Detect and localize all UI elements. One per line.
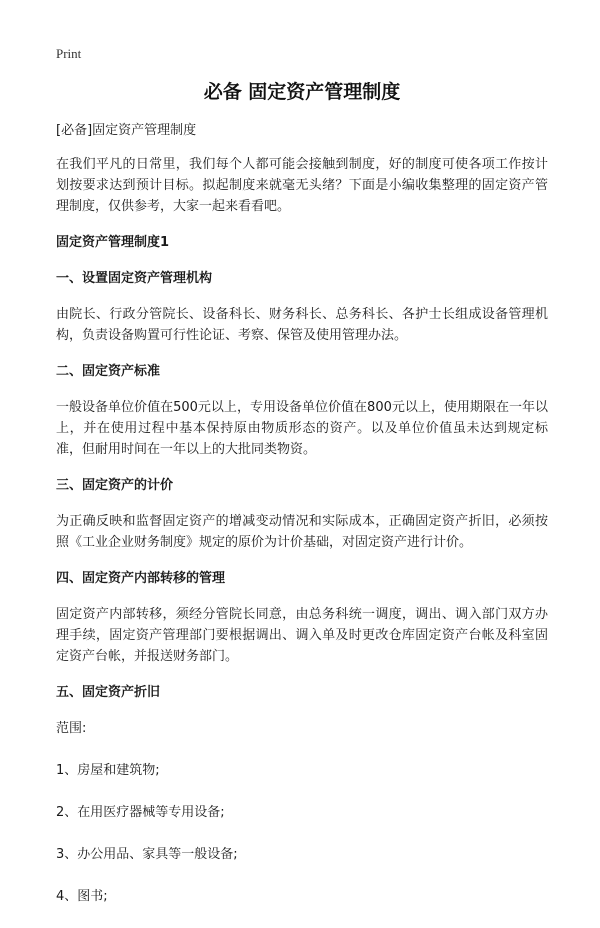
section-heading: 二、固定资产标准 [56, 364, 161, 379]
print-label: Print [56, 46, 82, 61]
section-heading: 三、固定资产的计价 [56, 478, 174, 493]
section-body: 固定资产内部转移，须经分管院长同意，由总务科统一调度，调出、调入部门双方办理手续，固定资产管理部门要根据调出、调入单及时更改仓库固定资产台帐及科室固定资产台帐，并报送财务部门。 [56, 607, 548, 664]
section-heading: 一、设置固定资产管理机构 [56, 271, 213, 286]
document-title: 必备 固定资产管理制度 [203, 81, 401, 103]
document-subtitle: [必备]固定资产管理制度 [56, 123, 197, 138]
list-item: 4、图书; [56, 889, 108, 904]
document-body [56, 78, 548, 928]
section-heading: 五、固定资产折旧 [56, 685, 161, 700]
section-heading: 四、固定资产内部转移的管理 [56, 571, 226, 586]
section-body: 为正确反映和监督固定资产的增减变动情况和实际成本，正确固定资产折旧，必须按照《工业企业财务制度》规定的原价为计价基础，对固定资产进行计价。 [56, 514, 548, 550]
section-title: 固定资产管理制度1 [56, 235, 170, 250]
section-body: 由院长、行政分管院长、设备科长、财务科长、总务科长、各护士长组成设备管理机构，负责设备购置可行性论证、考察、保管及使用管理办法。 [56, 307, 548, 343]
list-item: 1、房屋和建筑物; [56, 763, 160, 778]
list-item: 3、办公用品、家具等一般设备; [56, 847, 238, 862]
section-body: 范围: [56, 721, 87, 736]
section-body: 一般设备单位价值在500元以上，专用设备单位价值在800元以上，使用期限在一年以上，并在使用过程中基本保持原由物质形态的资产。以及单位价值虽未达到规定标准，但耐用时间在一年以上的大批同类物资。 [56, 400, 548, 457]
intro-paragraph: 在我们平凡的日常里，我们每个人都可能会接触到制度，好的制度可使各项工作按计划按要求达到预计目标。拟起制度来就毫无头绪？下面是小编收集整理的固定资产管理制度，仅供参考，大家一起来看看吧。 [56, 157, 548, 214]
list-item: 2、在用医疗器械等专用设备; [56, 805, 225, 820]
